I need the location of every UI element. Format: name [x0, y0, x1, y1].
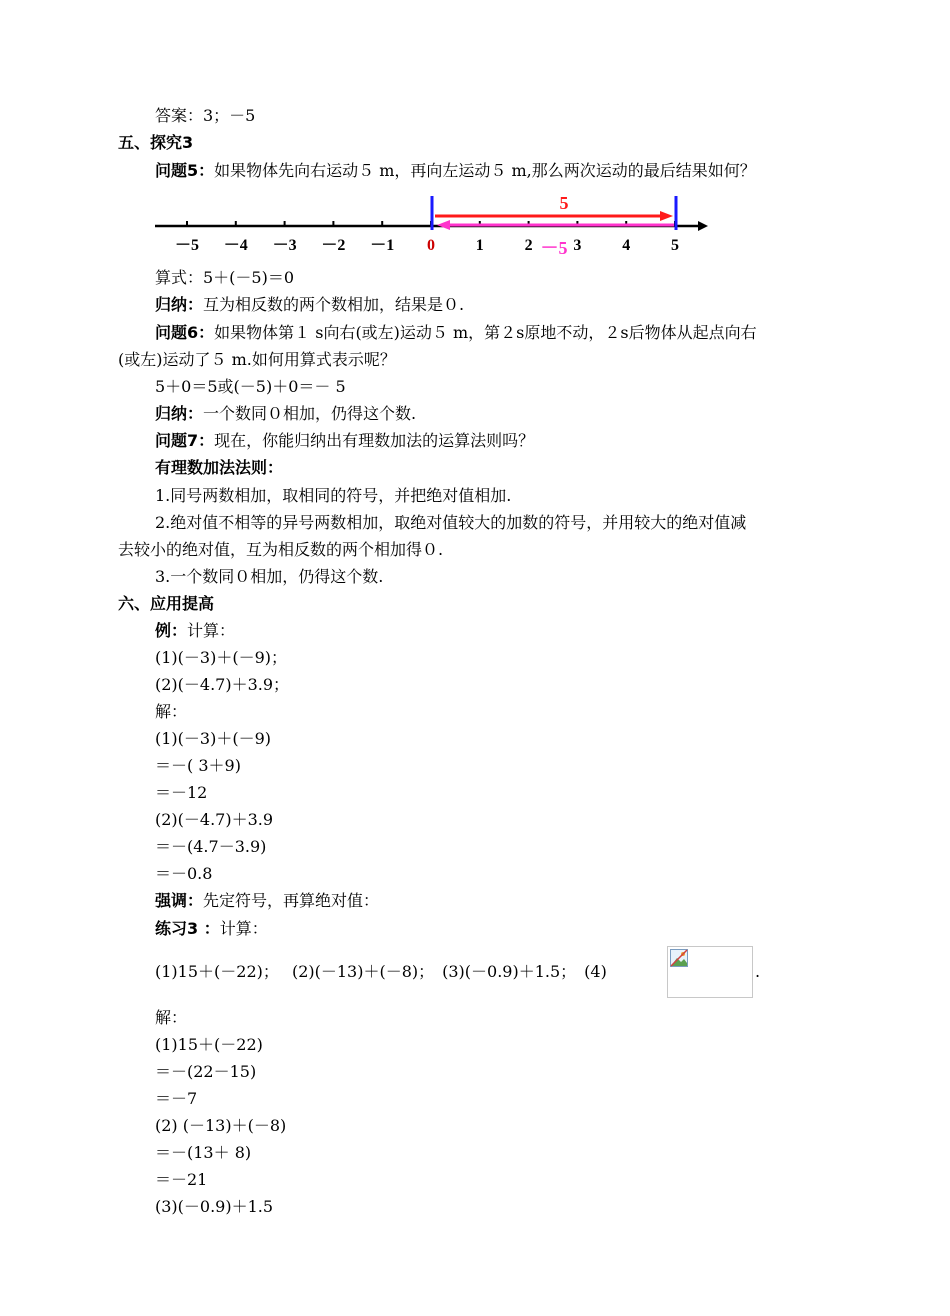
question-5-label: 问题5： — [155, 161, 215, 180]
question-6 — [155, 323, 757, 343]
solution-2-step: ＝－7 — [155, 1089, 198, 1108]
example-line — [155, 621, 235, 641]
solution-2-step: (2) (－13)＋(－8) — [155, 1116, 287, 1135]
tick-label: 3 — [573, 237, 582, 254]
solution-step: ＝－12 — [155, 783, 208, 802]
rule-1: 1.同号两数相加，取相同的符号，并把绝对值相加. — [155, 486, 512, 505]
question-6-cont: (或左)运动了５ m.如何用算式表示呢？ — [118, 350, 396, 369]
induction-1 — [155, 295, 464, 315]
solution-step: ＝－( 3＋9) — [155, 756, 241, 775]
solution-2-step: (3)(－0.9)＋1.5 — [155, 1197, 274, 1216]
number-line-figure — [150, 190, 720, 258]
practice-line — [155, 919, 268, 939]
question-6-text: 如果物体第１ s向右(或左)运动５ m，第２s原地不动，２s后物体从起点向右 — [214, 323, 757, 342]
right-arrowhead — [660, 211, 673, 221]
solution-2-step: ＝－21 — [155, 1170, 208, 1189]
question-7-label: 问题7： — [155, 431, 215, 450]
answer-line: 答案：3；－5 — [155, 106, 256, 125]
solution-2-label: 解： — [155, 1008, 188, 1027]
tick-label: －4 — [223, 237, 248, 254]
practice-items: (1)15＋(－22)； (2)(－13)＋(－8)； (3)(－0.9)＋1.5； (4) — [155, 962, 607, 981]
solution-2-step: (1)15＋(－22) — [155, 1035, 263, 1054]
question-6-label: 问题6： — [155, 323, 215, 342]
solution-label: 解： — [155, 702, 188, 721]
top-arrow-label: 5 — [559, 193, 569, 213]
emphasis-line — [155, 891, 379, 911]
rule-2-cont: 去较小的绝对值，互为相反数的两个相加得０. — [118, 540, 444, 559]
practice-end-dot: . — [755, 962, 761, 981]
rule-2: 2.绝对值不相等的异号两数相加，取绝对值较大的加数的符号，并用较大的绝对值减 — [155, 513, 747, 532]
tick-label: 5 — [671, 237, 679, 254]
broken-image-icon — [670, 949, 688, 967]
tick-label: 1 — [475, 237, 484, 254]
solution-2-step: ＝－(22－15) — [155, 1062, 257, 1081]
tick-label: －5 — [174, 237, 200, 254]
induction-2-text: 一个数同０相加，仍得这个数. — [203, 404, 417, 423]
question-5 — [155, 161, 756, 181]
emphasis-text: 先定符号，再算绝对值： — [203, 891, 380, 910]
tick-label: －3 — [272, 237, 297, 254]
missing-image-placeholder — [667, 946, 753, 998]
question-5-text: 如果物体先向右运动５ m，再向左运动５ m,那么两次运动的最后结果如何？ — [214, 161, 756, 180]
solution-step: (2)(－4.7)＋3.9 — [155, 810, 274, 829]
example-1: (1)(－3)＋(－9)； — [155, 648, 287, 667]
induction-2 — [155, 404, 416, 424]
calc-line: 算式：5＋(－5)＝0 — [155, 268, 295, 287]
tick-label: －2 — [321, 237, 346, 254]
question-6-answer: 5＋0＝5或(－5)＋0＝－ 5 — [155, 377, 346, 396]
induction-1-label: 归纳： — [155, 295, 204, 314]
tick-label: 2 — [524, 237, 533, 254]
practice-label: 练习3 ： — [155, 919, 220, 938]
tick-label: 0 — [427, 237, 435, 254]
tick-label: 4 — [622, 237, 631, 254]
question-7-text: 现在，你能归纳出有理数加法的运算法则吗？ — [214, 431, 535, 450]
example-label: 例： — [155, 621, 188, 640]
solution-step: (1)(－3)＋(－9) — [155, 729, 271, 748]
left-arrowhead — [437, 220, 450, 230]
solution-2-step: ＝－(13＋ 8) — [155, 1143, 252, 1162]
solution-step: ＝－(4.7－3.9) — [155, 837, 267, 856]
induction-1-text: 互为相反数的两个数相加，结果是０. — [203, 295, 465, 314]
solution-step: ＝－0.8 — [155, 864, 213, 883]
emphasis-label: 强调： — [155, 891, 204, 910]
rule-3: 3.一个数同０相加，仍得这个数. — [155, 567, 384, 586]
example-text: 计算： — [187, 621, 236, 640]
rule-title: 有理数加法法则： — [155, 458, 284, 477]
tick-label: －1 — [370, 237, 395, 254]
question-7 — [155, 431, 534, 451]
bottom-arrow-label: －5 — [540, 238, 568, 258]
practice-text: 计算： — [219, 919, 268, 938]
section-5-heading: 五、探究3 — [118, 133, 194, 152]
induction-2-label: 归纳： — [155, 404, 204, 423]
axis-arrowhead — [698, 221, 708, 231]
section-6-heading: 六、应用提高 — [118, 594, 215, 613]
example-2: (2)(－4.7)＋3.9； — [155, 675, 290, 694]
